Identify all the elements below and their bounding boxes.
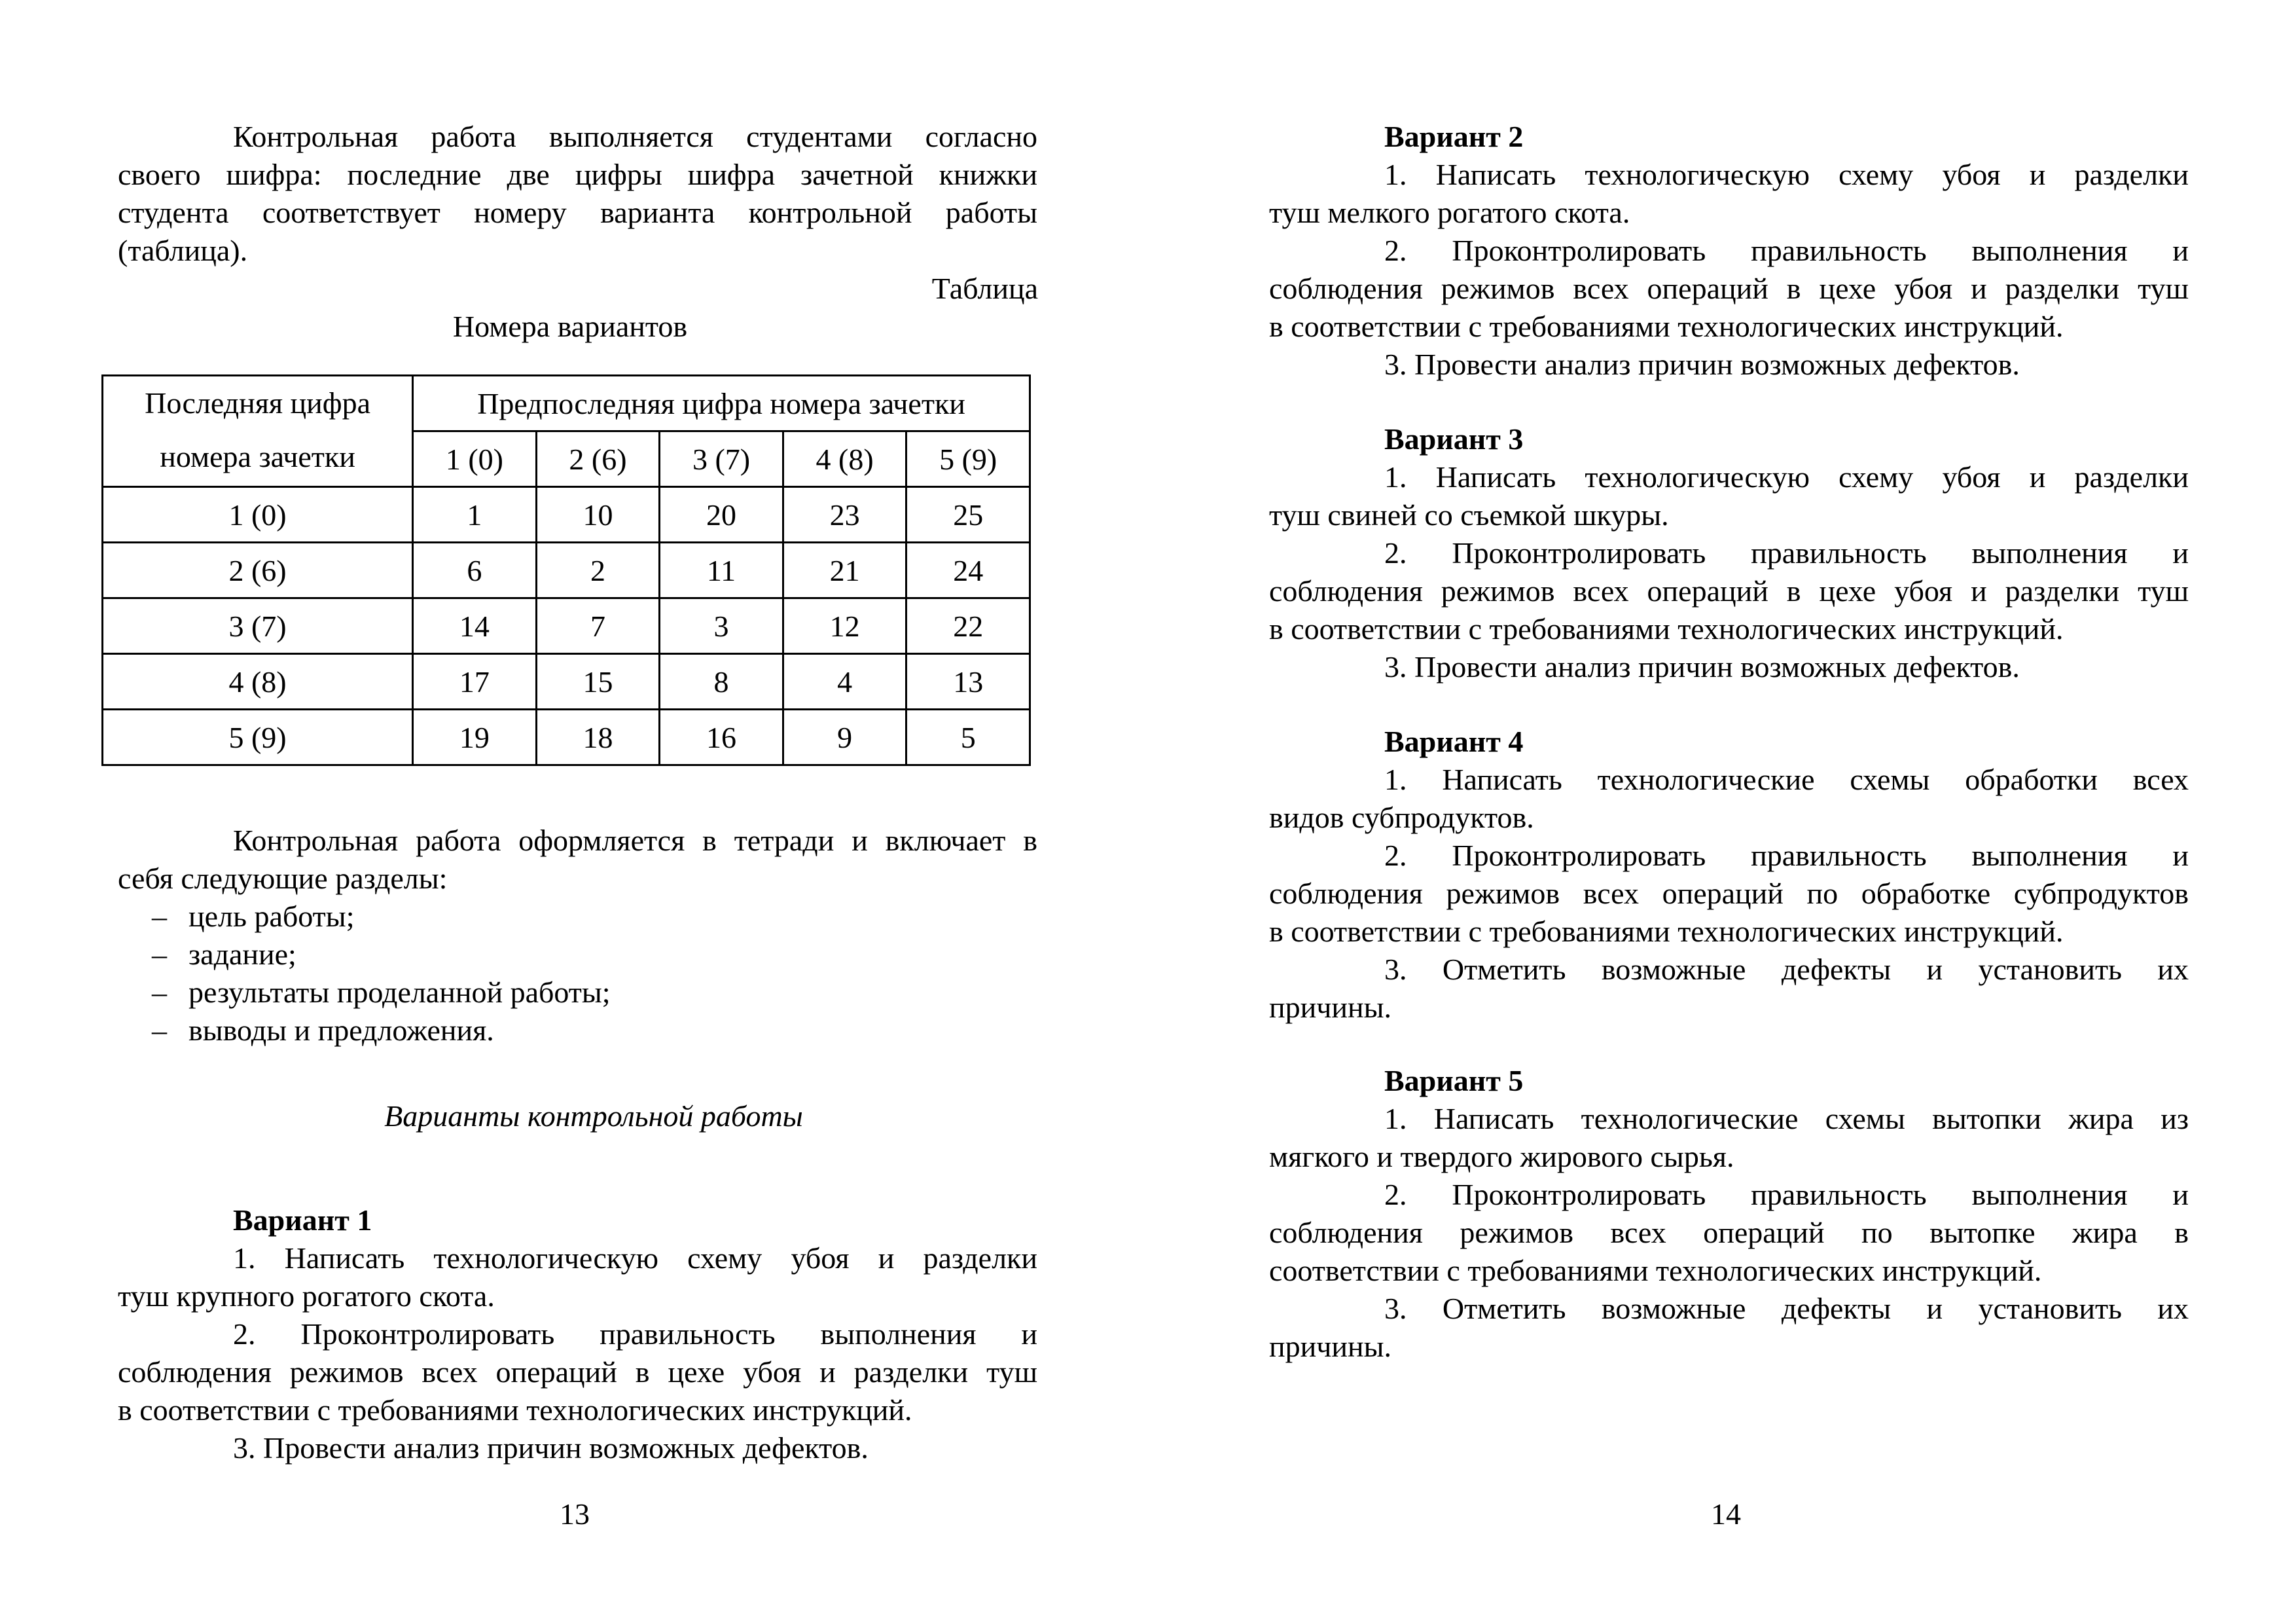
variant-line: 1. Написать технологическую схему убоя и разделки: [1384, 158, 2189, 191]
list-item-text: выводы и предложения.: [188, 1013, 494, 1047]
page-number: 14: [1711, 1497, 1741, 1531]
variant-line: 1. Написать технологическую схему убоя и разделки: [233, 1241, 1037, 1275]
table-row: [103, 543, 1030, 598]
column-header: 5 (9): [906, 431, 1030, 487]
variant-line: 3. Провести анализ причин возможных дефектов.: [1384, 348, 2020, 381]
list-item-text: задание;: [188, 938, 296, 971]
variant-line: 2. Проконтролировать правильность выполнения и: [1384, 839, 2189, 872]
variant-line: в соответствии с требованиями технологических инструкций.: [1269, 310, 2064, 343]
variants-title-text: Варианты контрольной работы: [384, 1099, 803, 1133]
variant-line: соответствии с требованиями технологических инструкций.: [1269, 1254, 2042, 1287]
table-cell: 5: [906, 710, 1030, 765]
dash-bullet: –: [152, 976, 167, 1009]
variant-3: [1269, 420, 2189, 686]
dash-bullet: –: [152, 1013, 167, 1047]
table-label: Таблица: [931, 272, 1038, 305]
row-header: 1 (0): [103, 487, 413, 543]
table-row: [103, 654, 1030, 710]
variant-line: 3. Провести анализ причин возможных дефектов.: [233, 1431, 869, 1465]
sections-intro-line: Контрольная работа оформляется в тетради и включает в: [233, 824, 1037, 857]
row-header: 2 (6): [103, 543, 413, 598]
variant-line: туш крупного рогатого скота.: [118, 1279, 495, 1313]
variant-line: соблюдения режимов всех операций по обработке субпродуктов: [1269, 877, 2189, 910]
intro-line: Контрольная работа выполняется студентами согласно: [233, 120, 1037, 153]
table-cell: 14: [413, 598, 537, 654]
table-cell: 17: [413, 654, 537, 710]
corner-header: [103, 376, 413, 487]
table-row: [103, 598, 1030, 654]
table-cell: 18: [536, 710, 660, 765]
intro-line: своего шифра: последние две цифры шифра зачетной книжки: [118, 158, 1037, 191]
column-header: 1 (0): [413, 431, 537, 487]
list-item: [152, 898, 611, 936]
variant-title: Вариант 5: [1384, 1064, 1524, 1097]
list-item: [152, 974, 611, 1012]
row-header: 3 (7): [103, 598, 413, 654]
list-item: [152, 936, 611, 974]
sections-list: [152, 898, 611, 1049]
right-page: [1148, 0, 2296, 1623]
intro-line: студента соответствует номеру варианта контрольной работы: [118, 196, 1037, 229]
table-cell: 15: [536, 654, 660, 710]
variant-line: соблюдения режимов всех операций по вытопке жира в: [1269, 1216, 2189, 1249]
table-cell: 11: [660, 543, 783, 598]
variant-line: 3. Отметить возможные дефекты и установить их: [1384, 1292, 2189, 1325]
variant-line: 3. Провести анализ причин возможных дефектов.: [1384, 650, 2020, 684]
table-cell: 9: [783, 710, 906, 765]
variant-line: причины.: [1269, 1330, 1392, 1363]
variant-line: 2. Проконтролировать правильность выполнения и: [1384, 1178, 2189, 1211]
row-header: 5 (9): [103, 710, 413, 765]
variant-title: Вариант 2: [1384, 120, 1524, 153]
variant-5: [1269, 1062, 2189, 1366]
variant-line: в соответствии с требованиями технологических инструкций.: [1269, 612, 2064, 646]
variant-line: 1. Написать технологическую схему убоя и разделки: [1384, 460, 2189, 494]
table-cell: 4: [783, 654, 906, 710]
variant-title: Вариант 4: [1384, 725, 1524, 758]
variant-line: 1. Написать технологические схемы вытопки жира из: [1384, 1102, 2189, 1135]
table-cell: 21: [783, 543, 906, 598]
row-header: 4 (8): [103, 654, 413, 710]
variant-line: 1. Написать технологические схемы обработки всех: [1384, 763, 2189, 796]
variant-line: в соответствии с требованиями технологических инструкций.: [1269, 915, 2064, 948]
dash-bullet: –: [152, 938, 167, 971]
list-item-text: результаты проделанной работы;: [188, 976, 611, 1009]
column-header: 2 (6): [536, 431, 660, 487]
variant-line: 3. Отметить возможные дефекты и установить их: [1384, 953, 2189, 986]
variant-line: 2. Проконтролировать правильность выполнения и: [1384, 536, 2189, 570]
table-header-row: [103, 376, 1030, 431]
sections-intro-line: себя следующие разделы:: [118, 862, 448, 895]
variant-2: [1269, 118, 2189, 384]
variant-line: причины.: [1269, 991, 1392, 1024]
sections-intro: [118, 822, 1037, 898]
table-cell: 16: [660, 710, 783, 765]
table-cell: 13: [906, 654, 1030, 710]
variant-line: соблюдения режимов всех операций в цехе убоя и разделки туш: [1269, 574, 2189, 608]
variant-line: в соответствии с требованиями технологических инструкций.: [118, 1393, 912, 1427]
variant-line: мягкого и твердого жирового сырья.: [1269, 1140, 1734, 1173]
page-number: 13: [560, 1497, 590, 1531]
table-title-text: Номера вариантов: [452, 310, 688, 343]
dash-bullet: –: [152, 900, 167, 933]
table-cell: 8: [660, 654, 783, 710]
intro-paragraph: [118, 118, 1037, 270]
table-row: [103, 710, 1030, 765]
corner-line: номера зачетки: [160, 440, 355, 473]
variants-table: [101, 374, 1031, 766]
table-cell: 20: [660, 487, 783, 543]
variants-title: [0, 1097, 1148, 1135]
variant-line: 2. Проконтролировать правильность выполнения и: [1384, 234, 2189, 267]
group-header: Предпоследняя цифра номера зачетки: [413, 376, 1030, 431]
variant-line: 2. Проконтролировать правильность выполнения и: [233, 1317, 1037, 1351]
variant-1: [118, 1201, 1037, 1467]
column-header: 4 (8): [783, 431, 906, 487]
list-item-text: цель работы;: [188, 900, 355, 933]
table-cell: 2: [536, 543, 660, 598]
variant-line: туш свиней со съемкой шкуры.: [1269, 498, 1669, 532]
variant-line: туш мелкого рогатого скота.: [1269, 196, 1630, 229]
table-title: [0, 308, 1148, 346]
table-cell: 19: [413, 710, 537, 765]
table-cell: 3: [660, 598, 783, 654]
table-cell: 25: [906, 487, 1030, 543]
variant-line: соблюдения режимов всех операций в цехе убоя и разделки туш: [118, 1355, 1037, 1389]
corner-line: Последняя цифра: [145, 386, 370, 420]
table-cell: 1: [413, 487, 537, 543]
variant-4: [1269, 723, 2189, 1027]
variant-title: Вариант 3: [1384, 422, 1524, 456]
table-cell: 12: [783, 598, 906, 654]
column-header: 3 (7): [660, 431, 783, 487]
intro-line: (таблица).: [118, 234, 248, 267]
variant-line: видов субпродуктов.: [1269, 801, 1534, 834]
table-cell: 6: [413, 543, 537, 598]
variant-title: Вариант 1: [233, 1203, 372, 1237]
table-cell: 23: [783, 487, 906, 543]
table-cell: 22: [906, 598, 1030, 654]
table-cell: 24: [906, 543, 1030, 598]
variant-line: соблюдения режимов всех операций в цехе убоя и разделки туш: [1269, 272, 2189, 305]
table-cell: 7: [536, 598, 660, 654]
table-cell: 10: [536, 487, 660, 543]
list-item: [152, 1012, 611, 1049]
table-row: [103, 487, 1030, 543]
